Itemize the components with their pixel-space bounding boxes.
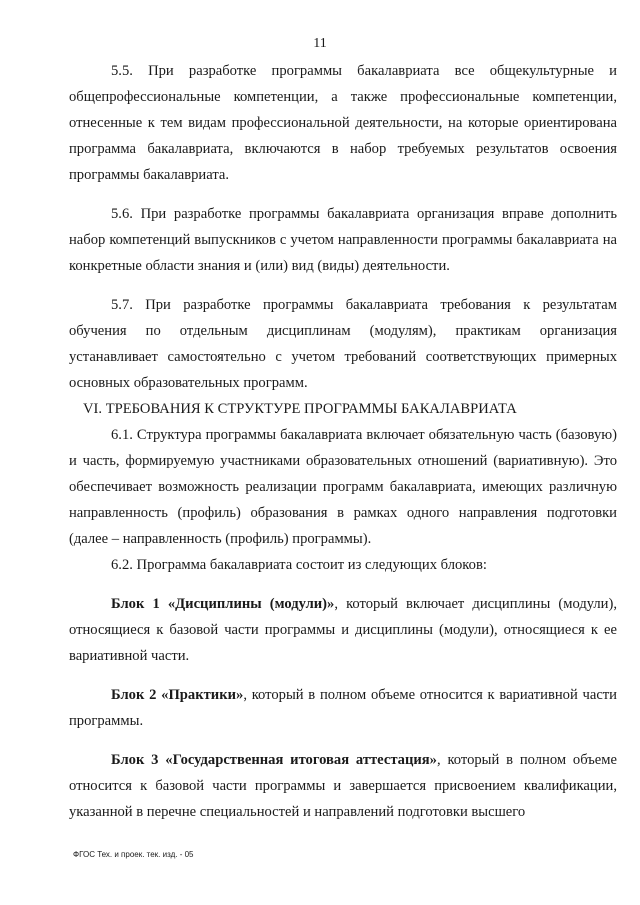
paragraph-6-2: 6.2. Программа бакалавриата состоит из следующих блоков: — [111, 557, 487, 573]
block-1-text: , который включает дисциплины (модули), относящиеся к базовой части программы и дисциплины (модули), относящиеся к ее вариативной части. — [69, 596, 618, 664]
block-1-title: Блок 1 «Дисциплины (модули)» — [111, 596, 335, 612]
paragraph-6-1: 6.1. Структура программы бакалавриата включает обязательную часть (базовую) и часть, формируемую участниками образовательных отношений (вариативную). Это обеспечивает возможность реализации программ бакалавриата, имеющих различную направленность (профиль) образования в рамках одного направления подготовки (далее – направленность (профиль) программы). — [69, 427, 617, 547]
document-body — [69, 58, 617, 825]
block-2-paragraph — [69, 682, 617, 734]
block-3-text: , который в полном объеме относится к базовой части программы и завершается присвоением квалификации, указанной в перечне специальностей и направлений подготовки высшего — [69, 752, 617, 820]
page-number: 11 — [313, 36, 327, 51]
paragraph-5-5: 5.5. При разработке программы бакалавриата все общекультурные и общепрофессиональные компетенции, а также профессиональные компетенции, отнесенные к тем видам профессиональной деятельности, на которые ориентирована программа бакалавриата, включаются в набор требуемых результатов освоения программы бакалавриата. — [69, 63, 617, 183]
block-2-title: Блок 2 «Практики» — [111, 687, 244, 703]
block-3-title: Блок 3 «Государственная итоговая аттестация» — [111, 752, 437, 768]
block-2-text: , который в полном объеме относится к вариативной части программы. — [69, 687, 617, 729]
page-footer: ФГОС Тех. и проек. тек. изд. - 05 — [73, 850, 194, 859]
paragraph-5-7: 5.7. При разработке программы бакалавриата требования к результатам обучения по отдельным дисциплинам (модулям), практикам организация устанавливает самостоятельно с учетом требований соответствующих примерных основных образовательных программ. — [69, 297, 617, 391]
block-1-paragraph — [69, 591, 617, 669]
block-3-paragraph — [69, 747, 617, 825]
section-heading: VI. ТРЕБОВАНИЯ К СТРУКТУРЕ ПРОГРАММЫ БАКАЛАВРИАТА — [83, 401, 517, 417]
paragraph-5-6: 5.6. При разработке программы бакалавриата организация вправе дополнить набор компетенций выпускников с учетом направленности программы бакалавриата на конкретные области знания и (или) вид (виды) деятельности. — [69, 206, 617, 274]
